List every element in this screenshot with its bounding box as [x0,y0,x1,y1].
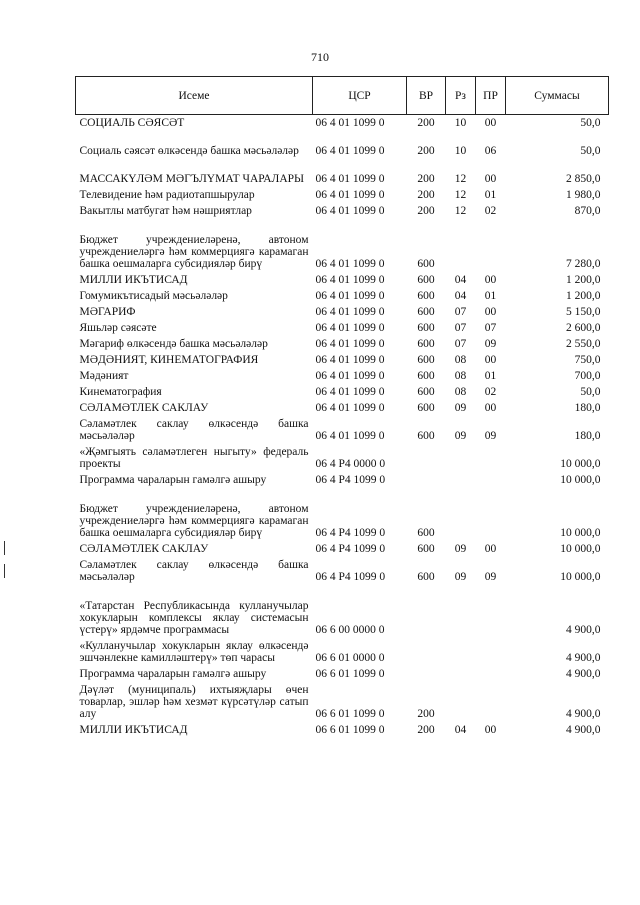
cell-rz: 04 [454,724,467,736]
cell-vr: 600 [417,322,435,334]
cell-csr: 06 4 01 1099 0 [315,354,385,366]
table-row [76,384,609,400]
cell-rz: 08 [454,370,467,382]
cell-rz [446,444,476,472]
cell-pr: 09 [484,430,497,442]
cell-name: Программа чараларын гамәлгә ашыру [79,668,267,680]
cell-csr: 06 4 01 1099 0 [315,322,385,334]
cell-name: Сәламәтлек саклау өлкәсендә башка мәсьәләләр [79,418,309,442]
cell-rz: 04 [454,290,467,302]
cell-rz [446,666,476,682]
cell-pr [476,638,506,666]
cell-pr [476,472,506,488]
cell-csr: 06 6 01 1099 0 [315,668,385,680]
cell-name: Бюджет учреждениеләренә, автоном учреждениеләргә һәм коммерциягә карамаган башка оешмаларга субсидияләр бирү [79,234,309,270]
cell-vr: 600 [417,527,435,539]
cell-csr: 06 4 P4 1099 0 [315,474,386,486]
table-row [76,368,609,384]
table-row [76,352,609,368]
cell-rz [446,472,476,488]
cell-rz [446,682,476,722]
cell-pr: 02 [484,386,497,398]
cell-rz: 10 [446,115,476,132]
table-row [76,187,609,203]
header-rz: Рз [446,77,476,115]
cell-pr [476,585,506,638]
cell-vr: 600 [417,354,435,366]
cell-pr: 00 [484,543,497,555]
page-number: 710 [311,50,329,64]
cell-vr: 600 [417,258,435,270]
cell-pr: 02 [484,205,497,217]
table-row [76,115,609,132]
cell-sum: 7 280,0 [566,258,601,270]
cell-sum: 870,0 [574,205,601,217]
header-sum: Суммасы [506,77,609,115]
cell-pr: 06 [484,145,497,157]
cell-name: Мәдәният [79,370,129,382]
table-row [76,336,609,352]
cell-csr: 06 6 01 1099 0 [315,724,385,736]
cell-vr: 600 [417,402,435,414]
cell-rz: 07 [454,322,467,334]
cell-sum: 50,0 [506,115,609,132]
table-row [76,320,609,336]
cell-rz: 12 [454,205,467,217]
table-row [76,159,609,187]
table-body [76,115,609,739]
header-vr: ВР [407,77,446,115]
cell-sum: 10 000,0 [560,543,601,555]
cell-csr: 06 4 01 1099 0 [315,402,385,414]
cell-name: Программа чараларын гамәлгә ашыру [79,474,267,486]
cell-rz: 07 [454,306,467,318]
cell-vr [407,638,446,666]
cell-name: Гомумикътисадый мәсьәләләр [79,290,228,302]
cell-csr: 06 4 01 1099 0 [315,370,385,382]
cell-rz: 04 [454,274,467,286]
cell-sum: 10 000,0 [560,527,601,539]
cell-rz: 12 [454,189,467,201]
cell-vr: 600 [417,430,435,442]
cell-sum: 180,0 [574,402,601,414]
cell-sum: 1 200,0 [566,290,601,302]
cell-csr: 06 4 01 1099 0 [315,290,385,302]
cell-sum: 1 200,0 [566,274,601,286]
table-row [76,722,609,738]
table-row [76,203,609,219]
cell-csr: 06 4 P4 1099 0 [315,527,386,539]
cell-sum: 750,0 [574,354,601,366]
cell-name: МИЛЛИ ИКЪТИСАД [79,274,188,286]
cell-rz [446,638,476,666]
cell-rz: 08 [454,386,467,398]
cell-name: Яшьләр сәясәте [79,322,157,334]
cell-rz: 12 [454,173,467,185]
cell-pr [476,219,506,272]
header-csr: ЦСР [313,77,407,115]
table-row [76,304,609,320]
cell-vr: 600 [417,386,435,398]
cell-csr: 06 4 P4 0000 0 [315,458,386,470]
cell-pr [476,666,506,682]
cell-pr: 01 [484,370,497,382]
cell-name: Сәламәтлек саклау өлкәсендә башка мәсьәләләр [79,559,309,583]
cell-pr: 00 [484,724,497,736]
cell-name: Вакытлы матбугат һәм нәшриятлар [79,205,252,217]
cell-csr: 06 4 01 1099 0 [315,145,385,157]
cell-pr: 01 [484,290,497,302]
table-row [76,272,609,288]
cell-sum: 700,0 [574,370,601,382]
table-row [76,682,609,722]
table-header-row [76,77,609,115]
cell-sum: 1 980,0 [566,189,601,201]
cell-sum: 4 900,0 [566,708,601,720]
cell-sum: 50,0 [580,145,601,157]
table-row [76,585,609,638]
cell-name: МАССАКҮЛӘМ МӘГЪЛҮМАТ ЧАРАЛАРЫ [79,173,305,185]
cell-pr [476,444,506,472]
cell-name: Телевидение һәм радиотапшырулар [79,189,255,201]
cell-vr: 600 [417,274,435,286]
cell-name: СОЦИАЛЬ СӘЯСӘТ [76,115,313,132]
cell-rz: 09 [454,543,467,555]
cell-sum: 180,0 [574,430,601,442]
table-row [76,557,609,585]
cell-rz [446,585,476,638]
cell-csr: 06 6 01 1099 0 [315,708,385,720]
table-row [76,444,609,472]
cell-rz: 07 [454,338,467,350]
cell-sum: 10 000,0 [560,571,601,583]
cell-vr: 200 [417,173,435,185]
cell-vr [407,585,446,638]
cell-sum: 5 150,0 [566,306,601,318]
cell-vr [407,472,446,488]
budget-table [75,76,609,738]
table-row [76,288,609,304]
cell-sum: 10 000,0 [560,458,601,470]
cell-name: Кинематография [79,386,162,398]
cell-vr: 600 [417,290,435,302]
cell-name: Социаль сәясәт өлкәсендә башка мәсьәләләр [79,145,299,157]
cell-pr: 01 [484,189,497,201]
cell-rz: 09 [454,402,467,414]
cell-rz: 09 [454,571,467,583]
cell-sum: 2 550,0 [566,338,601,350]
cell-vr: 200 [417,205,435,217]
cell-pr: 07 [484,322,497,334]
cell-csr: 06 4 01 1099 0 [315,338,385,350]
cell-name: МӘДӘНИЯТ, КИНЕМАТОГРАФИЯ [79,354,259,366]
cell-csr: 06 4 P4 1099 0 [315,571,386,583]
cell-rz: 09 [454,430,467,442]
cell-sum: 50,0 [580,386,601,398]
cell-name: МӘГАРИФ [79,306,136,318]
cell-csr: 06 4 01 1099 0 [315,274,385,286]
cell-vr: 200 [417,724,435,736]
cell-vr: 600 [417,338,435,350]
cell-name: «Җәмгыять сәламәтлеген ныгыту» федераль проекты [79,446,309,470]
table-row [76,666,609,682]
margin-mark [4,541,5,555]
cell-name: Дәүләт (муниципаль) ихтыяҗлары өчен товарлар, эшләр һәм хезмәт күрсәтүләр сатып алу [79,684,309,720]
cell-pr: 00 [484,173,497,185]
cell-vr: 200 [417,189,435,201]
cell-rz: 08 [454,354,467,366]
cell-pr: 00 [484,274,497,286]
cell-name: «Татарстан Республикасында кулланучылар хокукларын комплексы яклау системасын үстерү» ярдәмче программасы [79,600,309,636]
table-row [76,131,609,159]
cell-csr: 06 4 01 1099 0 [315,386,385,398]
cell-csr: 06 6 00 0000 0 [315,624,385,636]
cell-csr: 06 4 01 1099 0 [315,173,385,185]
cell-vr: 200 [417,145,435,157]
cell-name: МИЛЛИ ИКЪТИСАД [79,724,188,736]
table-row [76,416,609,444]
cell-sum: 4 900,0 [566,624,601,636]
cell-vr [407,444,446,472]
margin-mark [4,564,5,578]
cell-sum: 4 900,0 [566,668,601,680]
cell-csr: 06 4 P4 1099 0 [315,543,386,555]
cell-pr: 09 [484,338,497,350]
cell-sum: 2 600,0 [566,322,601,334]
cell-vr: 200 [417,708,435,720]
cell-csr: 06 4 01 1099 0 [315,189,385,201]
cell-pr [476,682,506,722]
cell-vr [407,666,446,682]
cell-vr: 200 [407,115,446,132]
cell-name: СӘЛАМӘТЛЕК САКЛАУ [79,543,209,555]
cell-rz [446,219,476,272]
cell-name: «Кулланучылар хокукларын яклау өлкәсендә эшчәнлекне камилләштерү» төп чарасы [79,640,309,664]
cell-sum: 4 900,0 [566,652,601,664]
cell-sum: 10 000,0 [560,474,601,486]
cell-pr: 00 [484,402,497,414]
cell-sum: 2 850,0 [566,173,601,185]
table-row [76,219,609,272]
cell-vr: 600 [417,306,435,318]
cell-rz [446,488,476,541]
cell-pr: 09 [484,571,497,583]
cell-name: Мәгариф өлкәсендә башка мәсьәләләр [79,338,268,350]
cell-csr: 06 4 01 1099 0 [315,306,385,318]
cell-sum: 4 900,0 [566,724,601,736]
cell-rz: 10 [454,145,467,157]
cell-vr: 600 [417,571,435,583]
table-row [76,541,609,557]
cell-csr: 06 4 01 1099 0 [315,258,385,270]
cell-csr: 06 6 01 0000 0 [315,652,385,664]
cell-csr: 06 4 01 1099 0 [315,205,385,217]
cell-pr [476,488,506,541]
table-row [76,472,609,488]
cell-pr: 00 [476,115,506,132]
header-pr: ПР [476,77,506,115]
cell-vr: 600 [417,543,435,555]
cell-name: СӘЛАМӘТЛЕК САКЛАУ [79,402,209,414]
table-row [76,400,609,416]
header-name: Исеме [76,77,313,115]
cell-csr: 06 4 01 1099 0 [313,115,407,132]
table-row [76,638,609,666]
cell-pr: 00 [484,306,497,318]
cell-name: Бюджет учреждениеләренә, автоном учреждениеләргә һәм коммерциягә карамаган башка оешмаларга субсидияләр бирү [79,503,309,539]
table-row [76,488,609,541]
cell-csr: 06 4 01 1099 0 [315,430,385,442]
cell-pr: 00 [484,354,497,366]
cell-vr: 600 [417,370,435,382]
